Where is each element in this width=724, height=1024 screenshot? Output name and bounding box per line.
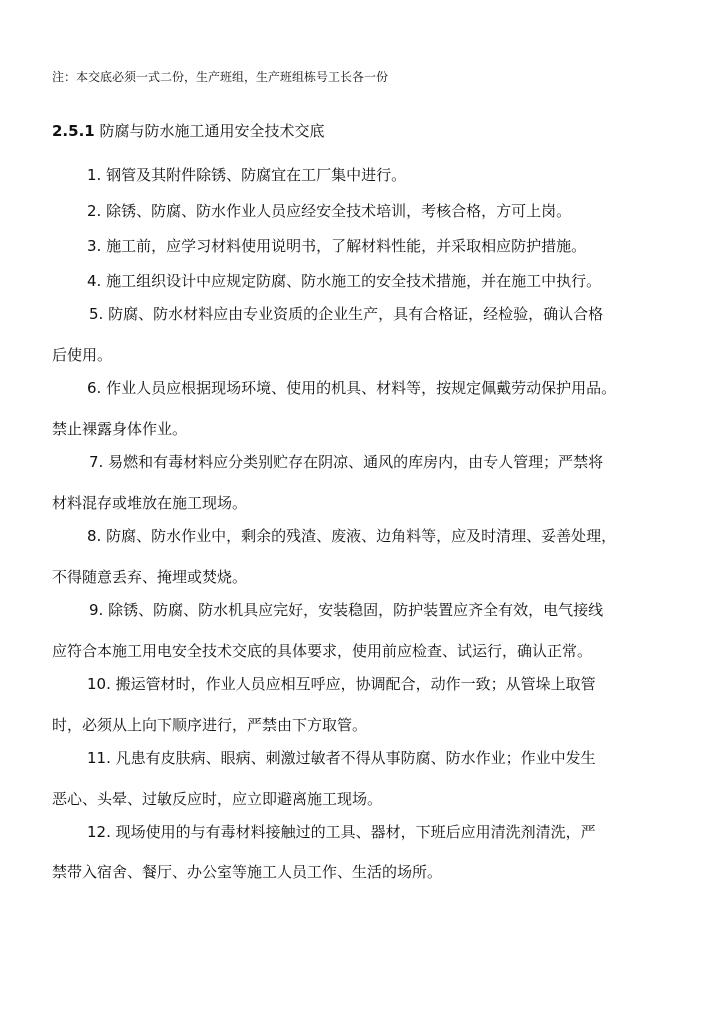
item-11-continued: 恶心、头晕、过敏反应时，应立即避离施工现场。 bbox=[52, 790, 383, 808]
item-5-continued: 后使用。 bbox=[52, 346, 113, 364]
note-text: 注：本交底必须一式二份，生产班组，生产班组栋号工长各一份 bbox=[52, 70, 389, 84]
item-1: 1. 钢管及其附件除锈、防腐宜在工厂集中进行。 bbox=[87, 166, 407, 184]
item-10-continued: 时，必须从上向下顺序进行，严禁由下方取管。 bbox=[52, 716, 368, 734]
item-8: 8. 防腐、防水作业中，剩余的残渣、废液、边角料等，应及时清理、妥善处理， bbox=[87, 527, 617, 545]
item-6-continued: 禁止裸露身体作业。 bbox=[52, 420, 188, 438]
item-7: 7. 易燃和有毒材料应分类别贮存在阴凉、通风的库房内，由专人管理；严禁将 bbox=[89, 453, 604, 471]
item-9: 9. 除锈、防腐、防水机具应完好，安装稳固，防护装置应齐全有效，电气接线 bbox=[89, 601, 604, 619]
item-8-continued: 不得随意丢弃、掩埋或焚烧。 bbox=[52, 568, 248, 586]
item-9-continued: 应符合本施工用电安全技术交底的具体要求，使用前应检查、试运行，确认正常。 bbox=[52, 642, 593, 660]
item-6: 6. 作业人员应根据现场环境、使用的机具、材料等，按规定佩戴劳动保护用品。 bbox=[87, 379, 617, 397]
item-2: 2. 除锈、防腐、防水作业人员应经安全技术培训，考核合格，方可上岗。 bbox=[87, 202, 572, 220]
item-3: 3. 施工前，应学习材料使用说明书，了解材料性能，并采取相应防护措施。 bbox=[87, 237, 587, 255]
item-10: 10. 搬运管材时，作业人员应相互呼应，协调配合，动作一致；从管垛上取管 bbox=[87, 675, 596, 693]
item-12: 12. 现场使用的与有毒材料接触过的工具、器材，下班后应用清洗剂清洗，严 bbox=[87, 823, 596, 841]
section-title: 防腐与防水施工通用安全技术交底 bbox=[99, 122, 325, 140]
section-heading bbox=[52, 121, 325, 141]
section-number: 2.5.1 bbox=[52, 122, 95, 140]
item-11: 11. 凡患有皮肤病、眼病、刺激过敏者不得从事防腐、防水作业；作业中发生 bbox=[87, 749, 596, 767]
item-4: 4. 施工组织设计中应规定防腐、防水施工的安全技术措施，并在施工中执行。 bbox=[87, 272, 602, 290]
item-7-continued: 材料混存或堆放在施工现场。 bbox=[52, 494, 248, 512]
item-5: 5. 防腐、防水材料应由专业资质的企业生产，具有合格证，经检验，确认合格 bbox=[89, 305, 604, 323]
item-12-continued: 禁带入宿舍、餐厅、办公室等施工人员工作、生活的场所。 bbox=[52, 863, 443, 881]
